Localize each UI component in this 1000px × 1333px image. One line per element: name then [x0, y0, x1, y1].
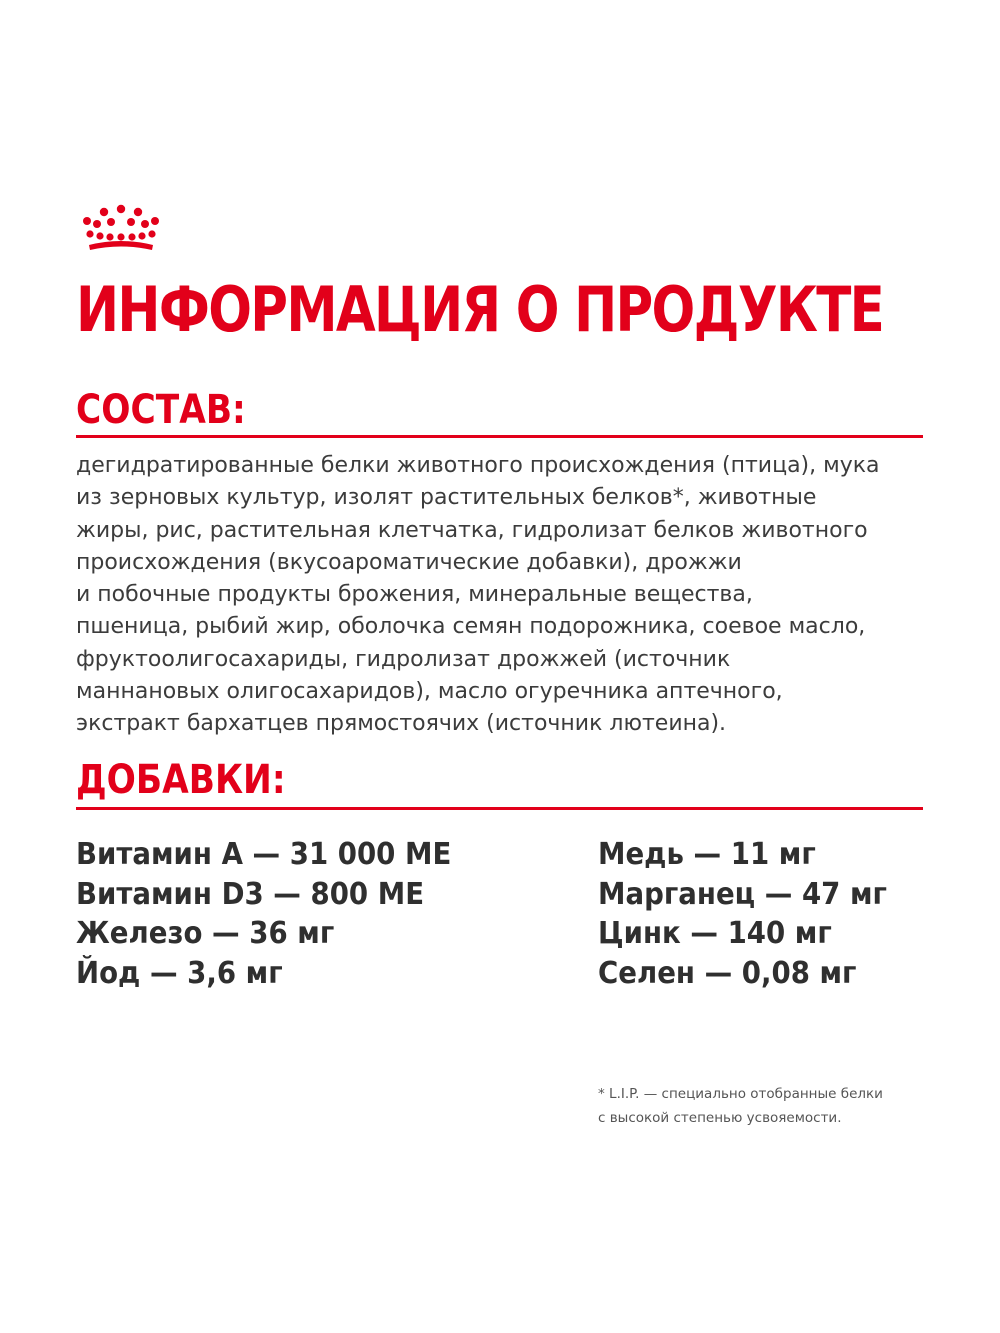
additive-item: Витамин А — 31 000 МЕ	[76, 837, 452, 872]
additives-heading: ДОБАВКИ:	[76, 757, 286, 803]
composition-line: и побочные продукты брожения, минеральные вещества,	[76, 582, 753, 608]
composition-line: маннановых олигосахаридов), масло огуречника аптечного,	[76, 679, 783, 705]
footnote-line: * L.I.P. — специально отобранные белки	[598, 1086, 883, 1102]
section-divider	[76, 807, 923, 810]
additive-item: Марганец — 47 мг	[598, 876, 887, 912]
page-title: ИНФОРМАЦИЯ О ПРОДУКТЕ	[76, 273, 884, 346]
composition-text	[76, 450, 956, 741]
additive-item: Селен — 0,08 мг	[598, 955, 857, 991]
additive-item: Цинк — 140 мг	[598, 916, 832, 951]
additive-item: Медь — 11 мг	[598, 837, 816, 872]
composition-line: пшеница, рыбий жир, оболочка семян подорожника, соевое масло,	[76, 614, 866, 640]
footnote	[598, 1082, 958, 1130]
additive-item: Железо — 36 мг	[76, 916, 335, 951]
composition-line: происхождения (вкусоароматические добавки), дрожжи	[76, 549, 742, 575]
additive-item: Йод — 3,6 мг	[76, 955, 283, 991]
composition-heading: СОСТАВ:	[76, 387, 246, 433]
composition-line: из зерновых культур, изолят растительных белков*, животные	[76, 485, 817, 511]
composition-line: фруктоолигосахариды, гидролизат дрожжей (источник	[76, 646, 731, 672]
additives-list-right	[598, 835, 912, 993]
composition-line: дегидратированные белки животного происхождения (птица), мука	[76, 453, 880, 478]
additives-list-left	[76, 835, 484, 993]
additive-item: Витамин D3 — 800 МЕ	[76, 876, 425, 912]
crown-icon	[78, 203, 164, 253]
composition-line: жиры, рис, растительная клетчатка, гидролизат белков животного	[76, 517, 868, 543]
section-divider	[76, 435, 923, 438]
composition-line: экстракт бархатцев прямостоячих (источник лютеина).	[76, 711, 727, 737]
footnote-line: с высокой степенью усвояемости.	[598, 1110, 842, 1126]
